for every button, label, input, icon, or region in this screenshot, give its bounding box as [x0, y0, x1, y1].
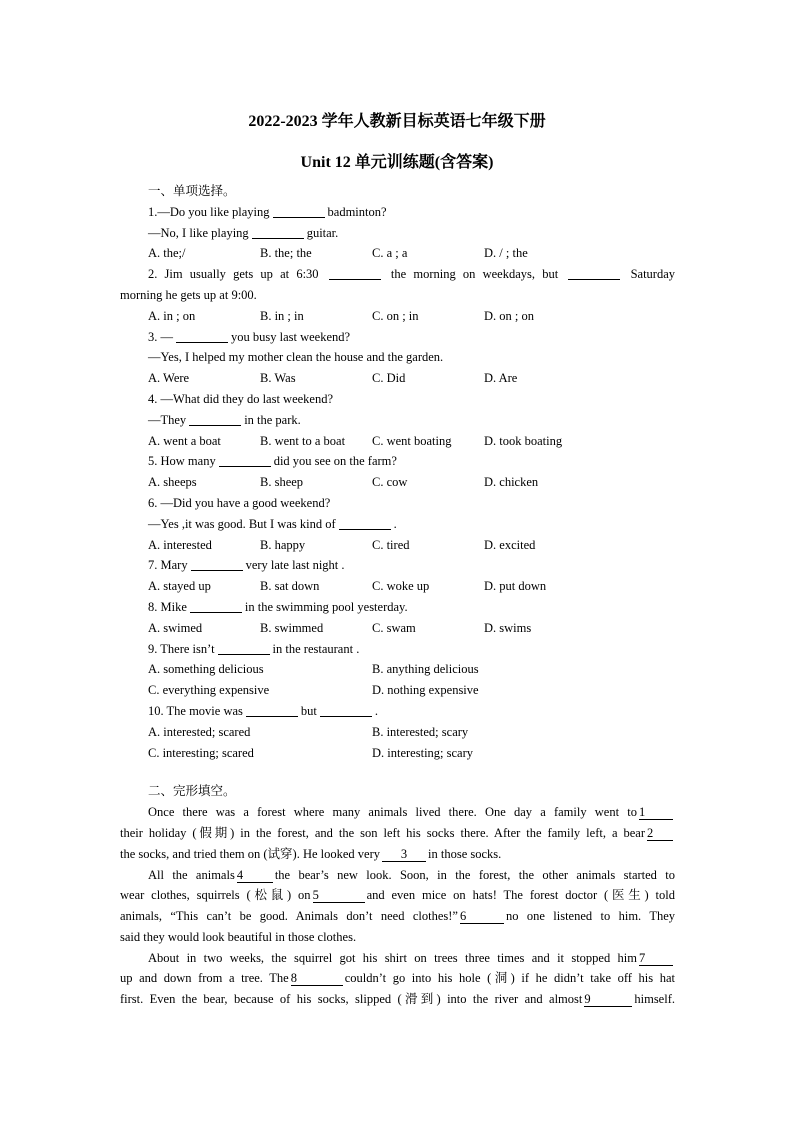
q6-text-c: . [393, 516, 397, 531]
p1-text: in those socks. [428, 846, 502, 861]
q1-text-b: badminton? [327, 204, 387, 219]
p2-text: All the animals [148, 867, 235, 882]
answer-blank [339, 516, 391, 530]
paragraph-line [120, 885, 675, 906]
q2-text-b: the morning on weekdays, but [390, 267, 559, 282]
question-3 [120, 327, 675, 348]
p3-text: couldn’t go into his hole (洞) if he didn’t take off his hat [344, 971, 675, 986]
question-5 [120, 451, 675, 472]
option-a: A. interested [148, 537, 212, 552]
answer-blank [320, 703, 372, 717]
answer-blank [568, 266, 620, 280]
p3-text: himself. [634, 992, 675, 1007]
answer-blank [190, 599, 242, 613]
question-8 [120, 597, 675, 618]
option-d: D. put down [484, 579, 547, 594]
option-d: D. interesting; scary [372, 745, 474, 760]
option-b: B. sat down [260, 579, 320, 594]
p1-text: their holiday (假期) in the forest, and the son left his socks there. After the family left, a bear [120, 825, 645, 840]
paragraph-line [120, 968, 675, 989]
q6-text-b: —Yes ,it was good. But I was kind of [148, 516, 336, 531]
q10-options-row2 [120, 743, 675, 764]
question-1 [120, 202, 675, 223]
question-4-reply [120, 410, 675, 431]
q7-text-a: 7. Mary [148, 558, 188, 573]
q3-text-b: you busy last weekend? [231, 329, 351, 344]
option-b: B. went to a boat [260, 433, 346, 448]
question-6-reply [120, 514, 675, 535]
paragraph-line [120, 802, 675, 823]
answer-blank [218, 641, 270, 655]
answer-blank [252, 225, 304, 239]
cloze-blank-4: 4 [237, 868, 273, 883]
option-d: D. swims [484, 620, 532, 635]
answer-blank [176, 329, 228, 343]
q7-options [120, 576, 675, 597]
cloze-paragraph-2 [120, 865, 675, 948]
option-c: C. cow [372, 475, 408, 490]
p3-text: up and down from a tree. The [120, 971, 289, 986]
answer-blank [329, 266, 381, 280]
option-d: D. Are [484, 371, 518, 386]
answer-blank [191, 557, 243, 571]
option-d: D. chicken [484, 475, 539, 490]
section1-heading: 一、单项选择。 [148, 184, 236, 198]
option-c: C. tired [372, 537, 410, 552]
cloze-blank-6: 6 [460, 909, 504, 924]
cloze-blank-2: 2 [647, 826, 673, 841]
option-b: B. happy [260, 537, 306, 552]
question-2 [120, 264, 675, 285]
p1-text: the socks, and tried them on (试穿). He looked very [120, 846, 381, 861]
cloze-blank-8: 8 [291, 971, 343, 986]
paragraph-line [120, 844, 675, 865]
question-4: 4. —What did they do last weekend? [148, 391, 334, 406]
q6-options [120, 535, 675, 556]
option-c: C. a ; a [372, 246, 408, 261]
paragraph-line [120, 906, 675, 927]
q10-text-c: . [374, 703, 379, 718]
option-c: C. woke up [372, 579, 430, 594]
q8-text-a: 8. Mike [148, 599, 187, 614]
option-c: C. Did [372, 371, 406, 386]
option-a: A. the;/ [148, 246, 186, 261]
cloze-paragraph-1 [120, 802, 675, 864]
q10-options-row1 [120, 722, 675, 743]
q4-text-b: —They [148, 412, 187, 427]
q2-options [120, 306, 675, 327]
option-a: A. swimed [148, 620, 203, 635]
document-body [120, 181, 675, 1010]
option-c: C. went boating [372, 433, 452, 448]
q10-text-a: 10. The movie was [148, 703, 243, 718]
question-7 [120, 555, 675, 576]
option-d: D. nothing expensive [372, 683, 479, 698]
option-c: C. interesting; scared [148, 745, 254, 760]
p3-text: About in two weeks, the squirrel got his shirt on trees three times and it stopped him [148, 950, 637, 965]
option-d: D. took boating [484, 433, 563, 448]
q4-text-c: in the park. [244, 412, 301, 427]
paragraph-line [120, 865, 675, 886]
p2-text: the bear’s new look. Soon, in the forest, the other animals started to [274, 867, 676, 882]
p2-text: no one listened to him. They [505, 909, 675, 924]
option-b: B. in ; in [260, 308, 304, 323]
q2-text-c: Saturday [630, 267, 675, 282]
question-3-reply: —Yes, I helped my mother clean the house and the garden. [148, 350, 444, 365]
q1-text-d: guitar. [306, 225, 339, 240]
q9-text-a: 9. There isn’t [148, 641, 215, 656]
p2-text: wear clothes, squirrels (松鼠) on [120, 888, 311, 903]
q10-text-b: but [300, 703, 317, 718]
option-d: D. on ; on [484, 308, 534, 323]
option-c: C. on ; in [372, 308, 419, 323]
cloze-blank-1: 1 [639, 805, 673, 820]
question-6: 6. —Did you have a good weekend? [148, 495, 331, 510]
q7-text-b: very late last night . [245, 558, 345, 573]
option-b: B. sheep [260, 475, 304, 490]
answer-blank [246, 703, 298, 717]
q5-text-b: did you see on the farm? [273, 454, 397, 469]
q1-text-a: 1.—Do you like playing [148, 204, 270, 219]
answer-blank [189, 412, 241, 426]
option-d: D. / ; the [484, 246, 528, 261]
document-subtitle: Unit 12 单元训练题(含答案) [300, 154, 494, 171]
option-c: C. everything expensive [148, 683, 270, 698]
cloze-paragraph-3 [120, 948, 675, 1010]
q9-options-row2 [120, 680, 675, 701]
option-b: B. Was [260, 371, 296, 386]
option-d: D. excited [484, 537, 536, 552]
q1-options [120, 243, 675, 264]
paragraph-line [120, 823, 675, 844]
question-1-reply [120, 223, 675, 244]
option-b: B. swimmed [260, 620, 324, 635]
q5-options [120, 472, 675, 493]
option-a: A. sheeps [148, 475, 197, 490]
option-a: A. something delicious [148, 662, 264, 677]
question-9 [120, 639, 675, 660]
question-2-cont: morning he gets up at 9:00. [120, 287, 257, 302]
option-b: B. anything delicious [372, 662, 479, 677]
q8-text-b: in the swimming pool yesterday. [244, 599, 408, 614]
paragraph-line: said they would look beautiful in those clothes. [120, 929, 357, 944]
p3-text: first. Even the bear, because of his socks, slipped (滑到) into the river and almost [120, 992, 583, 1007]
q9-options-row1 [120, 659, 675, 680]
p2-text: animals, “This can’t be good. Animals don’t need clothes!” [120, 909, 458, 924]
q3-text-a: 3. — [148, 329, 173, 344]
q1-text-c: —No, I like playing [148, 225, 249, 240]
answer-blank [219, 453, 271, 467]
paragraph-line [120, 989, 675, 1010]
option-a: A. went a boat [148, 433, 221, 448]
section2-heading: 二、完形填空。 [148, 784, 236, 799]
option-a: A. Were [148, 371, 190, 386]
cloze-blank-3: 3 [382, 847, 426, 862]
q5-text-a: 5. How many [148, 454, 216, 469]
q3-options [120, 368, 675, 389]
q8-options [120, 618, 675, 639]
cloze-blank-7: 7 [639, 951, 673, 966]
paragraph-line [120, 948, 675, 969]
question-10 [120, 701, 675, 722]
p1-text: Once there was a forest where many animals lived there. One day a family went to [148, 805, 637, 820]
cloze-blank-5: 5 [313, 888, 365, 903]
option-c: C. swam [372, 620, 416, 635]
q4-options [120, 431, 675, 452]
option-a: A. in ; on [148, 308, 196, 323]
p2-text: and even mice on hats! The forest doctor (医生) told [366, 888, 675, 903]
option-b: B. interested; scary [372, 724, 469, 739]
option-a: A. interested; scared [148, 724, 251, 739]
option-a: A. stayed up [148, 579, 211, 594]
cloze-blank-9: 9 [584, 992, 632, 1007]
document-title: 2022-2023 学年人教新目标英语七年级下册 [248, 113, 546, 130]
option-b: B. the; the [260, 246, 312, 261]
q2-text-a: 2. Jim usually gets up at 6:30 [148, 267, 319, 282]
q9-text-b: in the restaurant . [272, 641, 360, 656]
answer-blank [273, 204, 325, 218]
